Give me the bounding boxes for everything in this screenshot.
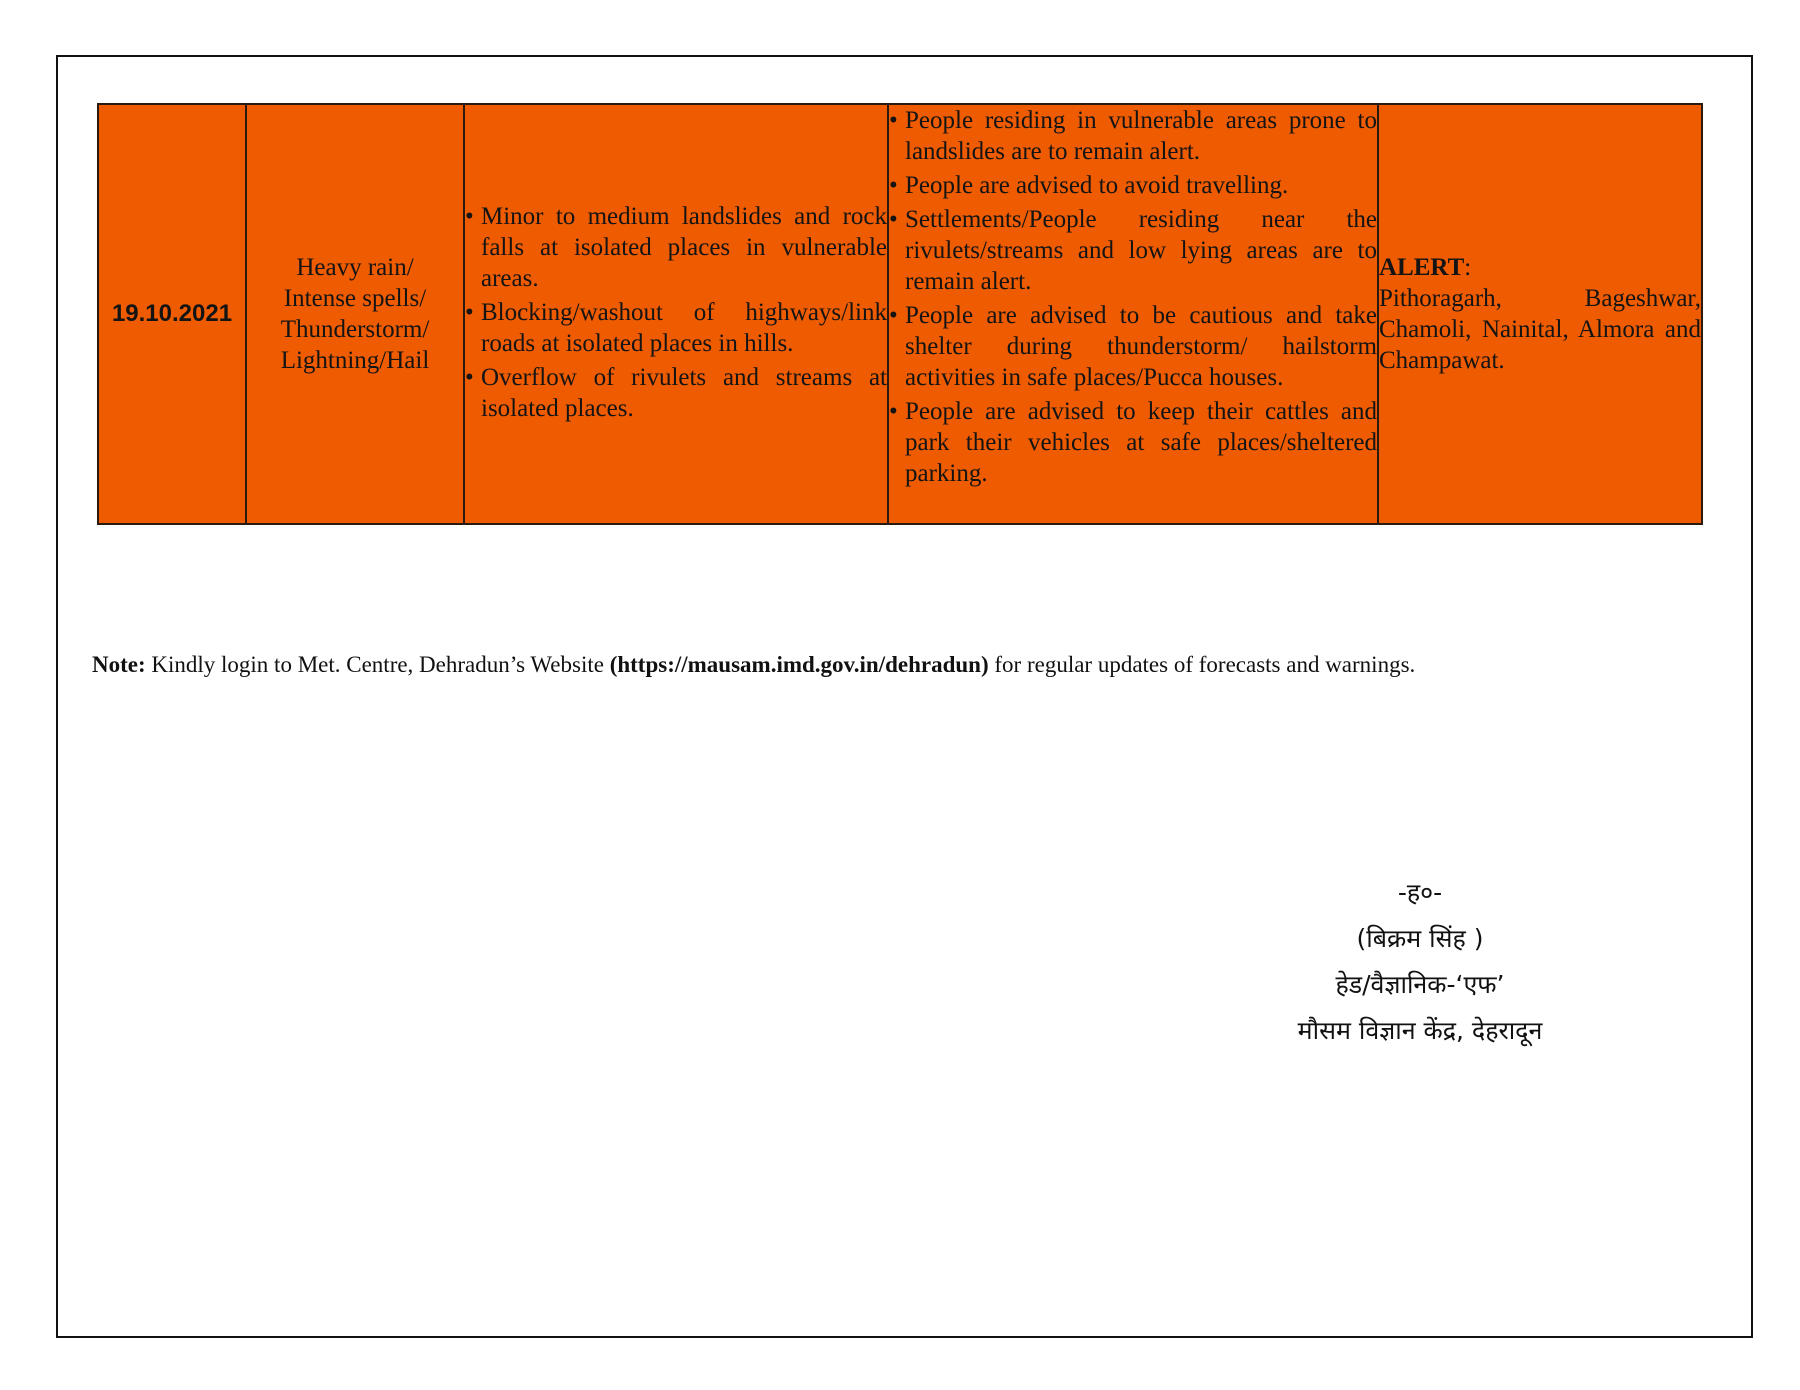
action-item: • People are advised to avoid travelling. — [889, 170, 1377, 201]
signatory-name: (बिक्रम सिंह ) — [1356, 924, 1484, 953]
table-row — [98, 104, 1702, 524]
alert-colon: : — [1464, 254, 1472, 281]
website-url[interactable]: (https://mausam.imd.gov.in/dehradun) — [609, 652, 989, 677]
action-item: • People are advised to keep their cattles and park their vehicles at safe places/sheltered parking. — [889, 396, 1377, 489]
impacts-cell — [464, 104, 888, 524]
signatory-office: मौसम विज्ञान केंद्र, देहरादून — [1297, 1016, 1543, 1045]
impact-item: • Blocking/washout of highways/link roads at isolated places in hills. — [465, 297, 887, 359]
actions-cell — [888, 104, 1378, 524]
phenomena-line: Thunderstorm/ — [280, 316, 430, 343]
actions-list — [889, 105, 1377, 489]
phenomena-cell — [246, 104, 464, 524]
action-item: • People residing in vulnerable areas prone to landslides are to remain alert. — [889, 105, 1377, 167]
impacts-list — [465, 201, 887, 424]
alert-cell — [1378, 104, 1702, 524]
signature-block — [1200, 870, 1640, 1054]
warning-table — [97, 103, 1703, 525]
impact-item: • Overflow of rivulets and streams at isolated places. — [465, 362, 887, 424]
note-text-before: Kindly login to Met. Centre, Dehradun’s Website — [145, 652, 610, 677]
phenomena-line: Intense spells/ — [283, 285, 427, 312]
impact-item: • Minor to medium landslides and rock falls at isolated places in vulnerable areas. — [465, 201, 887, 294]
alert-districts: Pithoragarh, Bageshwar, Chamoli, Nainital, Almora and Champawat. — [1379, 285, 1701, 374]
phenomena-line: Lightning/Hail — [280, 347, 430, 374]
signed-mark: -ह०- — [1397, 878, 1443, 907]
note-label: Note: — [92, 652, 146, 677]
action-item: • Settlements/People residing near the rivulets/streams and low lying areas are to remain alert. — [889, 204, 1377, 297]
signatory-designation: हेड/वैज्ञानिक-‘एफ’ — [1335, 970, 1505, 999]
note — [92, 650, 1712, 680]
alert-label: ALERT — [1379, 254, 1465, 281]
action-item: • People are advised to be cautious and take shelter during thunderstorm/ hailstorm activities in safe places/Pucca houses. — [889, 300, 1377, 393]
phenomena-line: Heavy rain/ — [296, 254, 414, 281]
date-cell: 19.10.2021 — [98, 104, 246, 524]
note-text-after: for regular updates of forecasts and warnings. — [988, 652, 1416, 677]
